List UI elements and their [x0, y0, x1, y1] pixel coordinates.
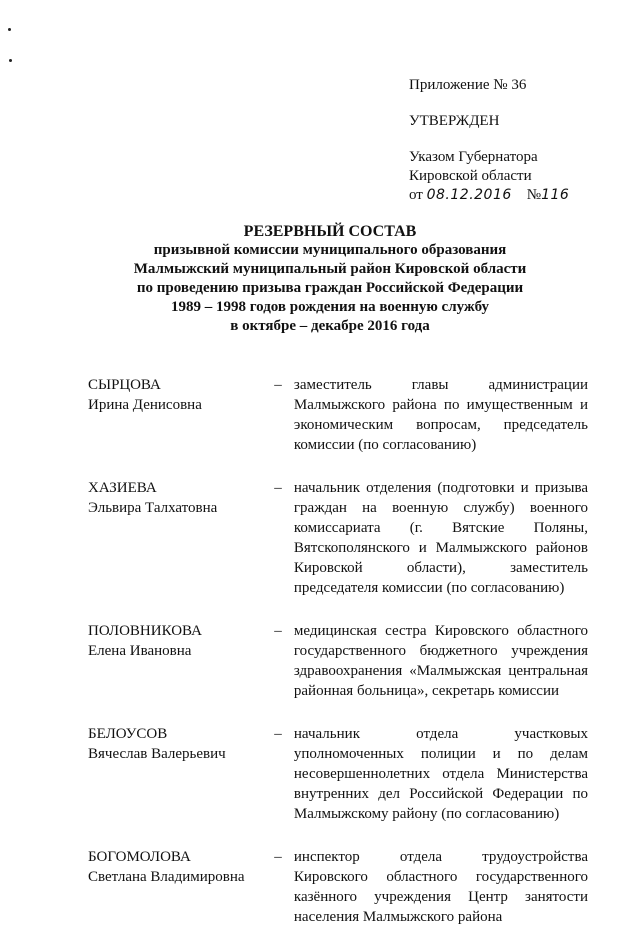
appendix-number: Приложение № 36	[409, 77, 527, 93]
member-entry	[88, 847, 588, 927]
heading-line: в октябре – декабре 2016 года	[230, 318, 430, 334]
decree-line-2: Кировской области	[409, 168, 532, 184]
heading-line: Малмыжский муниципальный район Кировской области	[133, 261, 527, 277]
approval-block	[409, 76, 569, 205]
member-surname: БОГОМОЛОВА	[88, 849, 191, 865]
member-given-name: Вячеслав Валерьевич	[88, 746, 226, 762]
scan-speck	[9, 59, 12, 62]
member-role: заместитель главы администрации Малмыжского района по имущественным и экономическим вопросам, председатель комиссии (по согласованию)	[293, 377, 589, 453]
member-dash: –	[274, 849, 282, 865]
member-given-name: Светлана Владимировна	[88, 869, 245, 885]
handwritten-date: 08.12.2016	[426, 187, 512, 203]
members-list	[88, 375, 588, 927]
member-role: начальник отдела участковых уполномоченных полиции и по делам несовершеннолетних отдела Министерства внутренних дел Российской Федерации по Малмыжскому району (по согласованию)	[293, 726, 589, 822]
member-surname: СЫРЦОВА	[88, 377, 161, 393]
member-surname: ПОЛОВНИКОВА	[88, 623, 202, 639]
member-given-name: Ирина Денисовна	[88, 397, 202, 413]
member-entry	[88, 724, 588, 824]
member-role: медицинская сестра Кировского областного государственного бюджетного учреждения здравоохранения «Малмыжская центральная районная больница», секретарь комиссии	[293, 623, 589, 699]
member-name	[88, 724, 274, 824]
document-title: РЕЗЕРВНЫЙ СОСТАВ	[243, 223, 417, 240]
heading-line: призывной комиссии муниципального образования	[153, 242, 507, 258]
member-name	[88, 375, 274, 455]
document-heading	[60, 222, 600, 336]
member-dash: –	[274, 480, 282, 496]
member-surname: ХАЗИЕВА	[88, 480, 157, 496]
member-entry	[88, 375, 588, 455]
member-name	[88, 847, 274, 927]
scan-speck	[8, 28, 11, 31]
member-role: инспектор отдела трудоустройства Кировского областного государственного казённого учреждения Центр занятости населения Малмыжского района	[293, 849, 589, 925]
member-name	[88, 478, 274, 598]
date-prefix: от	[409, 187, 423, 203]
decree-line-1: Указом Губернатора	[409, 149, 538, 165]
member-dash: –	[274, 377, 282, 393]
member-name	[88, 621, 274, 701]
member-surname: БЕЛОУСОВ	[88, 726, 168, 742]
member-entry	[88, 478, 588, 598]
handwritten-number: 116	[541, 187, 570, 203]
heading-line: по проведению призыва граждан Российской Федерации	[136, 280, 524, 296]
decree-date-line	[409, 186, 569, 205]
member-given-name: Елена Ивановна	[88, 643, 192, 659]
number-prefix: №	[526, 187, 542, 203]
member-dash: –	[274, 726, 282, 742]
heading-line: 1989 – 1998 годов рождения на военную службу	[170, 299, 490, 315]
member-given-name: Эльвира Талхатовна	[88, 500, 218, 516]
member-dash: –	[274, 623, 282, 639]
approved-stamp-text: УТВЕРЖДЕН	[409, 113, 500, 129]
member-role: начальник отделения (подготовки и призыва граждан на военную службу) военного комиссариата (г. Вятские Поляны, Вятскополянского и Малмыжского районов Кировской области), заместитель председателя комиссии (по согласованию)	[293, 480, 589, 596]
member-entry	[88, 621, 588, 701]
